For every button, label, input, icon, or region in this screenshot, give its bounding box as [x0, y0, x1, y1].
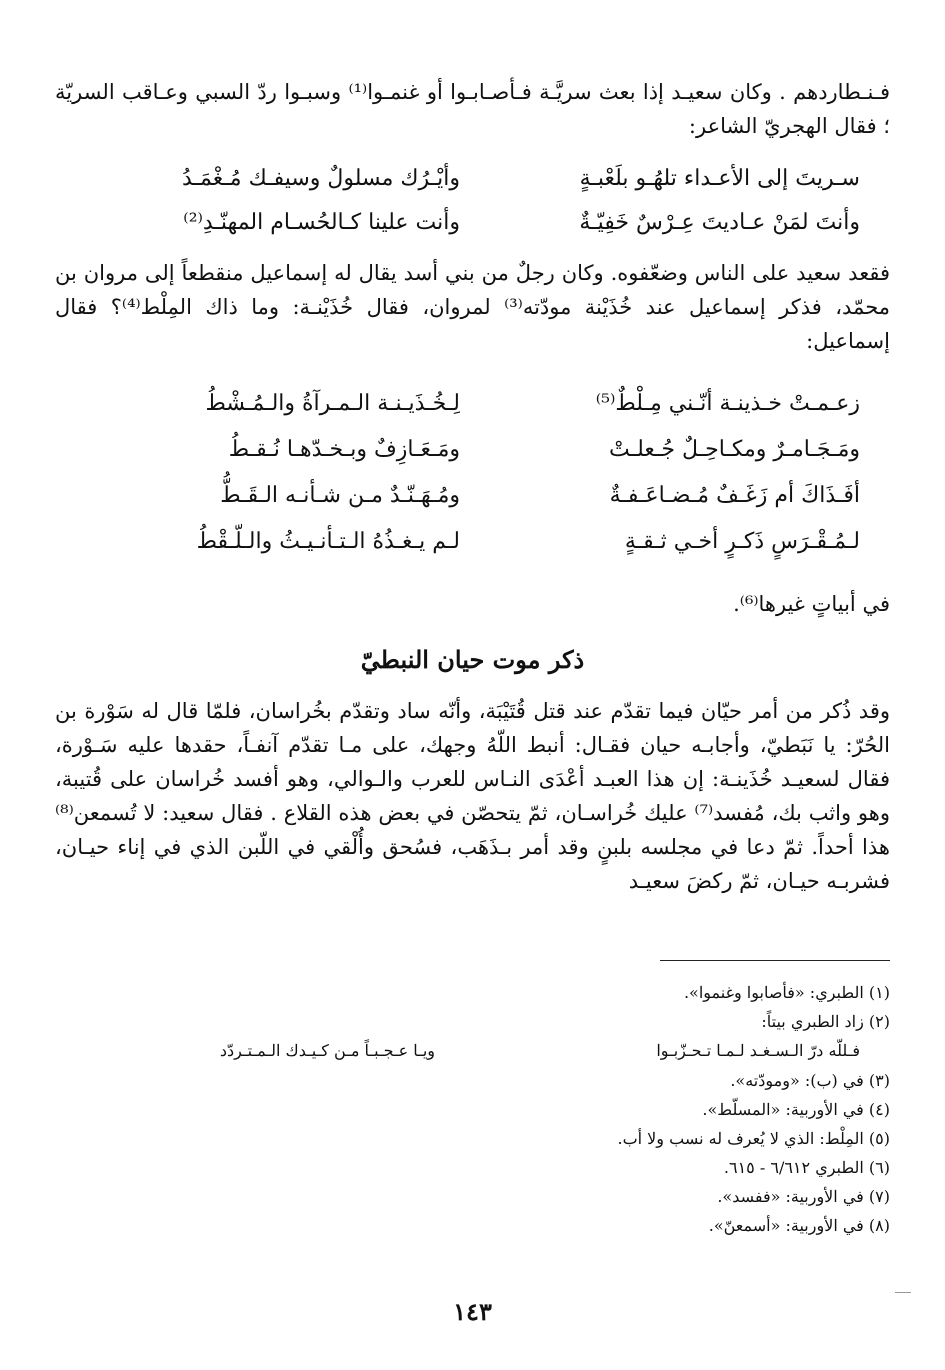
footnote-separator — [660, 960, 890, 961]
verse-first-hemistich: زعـمـتْ خـذينـة أنّـني مِـلْطٌ⁽⁵⁾ — [595, 391, 860, 416]
verse-first-hemistich: فـللّه درّ الـسـغـد لـمـا تـحـزّبـوا — [656, 1041, 860, 1060]
verse-second-hemistich: ويـا عـجـبـاً مـن كـيـدك الـمـتـردّد — [219, 1041, 435, 1060]
section-heading: ذكر موت حيان النبطيّ — [360, 645, 585, 674]
paragraph-text: فقعد سعيد على الناس وضعّفوه. وكان رجلٌ من بني أسد يقال له إسماعيل منقطعاً إلى مروان بن محمّد، فذكر إسماعيل عند خُذَيْنة مودّته⁽³⁾ لمروان، فقال خُذَيْنـة: وما ذاك المِلْط⁽⁴⁾؟ فقال إسماعيل: — [55, 261, 890, 353]
footnote-8: (٨) في الأوربية: «أسمعنّ». — [708, 1216, 890, 1235]
verse-line — [100, 474, 860, 520]
footnote-3: (٣) في (ب): «ومودّته». — [730, 1071, 890, 1090]
footnotes — [55, 978, 890, 1240]
verse-second-hemistich: وأنت علينا كـالحُسـام المهنّـدِ⁽²⁾ — [183, 210, 460, 235]
verse-second-hemistich: ومُـهَـنّـدٌ مـن شـأنـه الـقَـطُّ — [220, 483, 460, 508]
footnote-5: (٥) المِلْط: الذي لا يُعرف له نسب ولا أب. — [617, 1129, 890, 1148]
paragraph-verses-note — [55, 587, 890, 621]
verse-first-hemistich: ومَـجَـامـرٌ ومكـاحِـلٌ جُـعلـتْ — [609, 437, 860, 462]
paragraph-text: في أبياتٍ غيرها⁽⁶⁾. — [733, 592, 890, 616]
verse-line — [100, 157, 860, 201]
poem-ismail — [100, 382, 860, 566]
footnote-2-verse — [55, 1036, 890, 1066]
page-number: ١٤٣ — [453, 1297, 492, 1326]
footnote-1: (١) الطبري: «فأصابوا وغنموا». — [683, 983, 890, 1002]
verse-line — [100, 520, 860, 566]
verse-first-hemistich: أفَـذَاكَ أم زَغَـفٌ مُـضـاعَـفـةٌ — [609, 483, 860, 508]
verse-second-hemistich: وأيْـرُك مسلولٌ وسيفـك مُـغْمَـدُ — [182, 166, 460, 191]
verse-first-hemistich: وأنتَ لمَنْ عـاديتَ عِـرْسٌ خَفِيّـةٌ — [579, 210, 860, 235]
paragraph-ismail — [55, 256, 890, 358]
footnote-7: (٧) في الأوربية: «ففسد». — [717, 1187, 890, 1206]
paragraph-text: وقد ذُكر من أمر حيّان فيما تقدّم عند قتل قُتَيْبَة، وأنّه ساد وتقدّم بخُراسان، فلمّا قال له سَوْرة بن الحُرّ: يا نَبَطيّ، وأجابـه حيان فقـال: أنبط اللّهُ وجهك، على مـا تقدّم آنفـاً، حقدها عليه سَـوْرة، فقال لسعيـد خُذَينـة: إن هذا العبـد أعْدَى النـاس للعرب والـوالي، وهو أفسد خُراسان على قُتيبة، وهو واثب بك، مُفسد⁽⁷⁾ عليك خُراسـان، ثمّ يتحصّن في بعض هذه القلاع . فقال سعيد: لا تُسمعن⁽⁸⁾ هذا أحداً. ثمّ دعا في مجلسه بلبنٍ وقد أمر بـذَهَب، فسُحق وأُلْقي في اللّبن الذي في إناء حيـان، فشربـه حيـان، ثمّ ركضَ سعيـد — [55, 699, 890, 893]
poem-hujari — [100, 157, 860, 245]
margin-mark — [895, 1292, 911, 1293]
footnote-4: (٤) في الأوربية: «المسلّط». — [702, 1100, 890, 1119]
verse-line — [100, 201, 860, 245]
paragraph-hayyan — [55, 694, 890, 898]
verse-first-hemistich: لـمُـقْـرَسٍ ذَكـرٍ أخـي ثـقـةٍ — [624, 529, 860, 554]
footnote-2: (٢) زاد الطبري بيتاً: — [761, 1012, 890, 1031]
paragraph-intro — [55, 75, 890, 143]
verse-second-hemistich: لـم يـغـذُهُ الـتـأنـيـثُ والـلّـقْطُ — [196, 529, 460, 554]
verse-first-hemistich: سـريتَ إلى الأعـداء تلهُـو بلَعْبـةٍ — [579, 166, 860, 191]
paragraph-text: فـنـطاردهم . وكان سعيـد إذا بعث سريَّـة فـأصـابـوا أو غنمـوا⁽¹⁾ وسبـوا ردّ السبي وعـاقب السريّة ؛ فقال الهجريّ الشاعر: — [55, 80, 890, 138]
verse-line — [100, 382, 860, 428]
verse-second-hemistich: ومَـعَـازِفٌ وبـخـدّهـا نُـقـطُ — [228, 437, 460, 462]
verse-line — [100, 428, 860, 474]
footnote-6: (٦) الطبري ٦/٦١٢ - ٦١٥. — [723, 1158, 890, 1177]
verse-second-hemistich: لِـخُـذَيـنـة الـمـرآةُ والـمُـشْطُ — [205, 391, 460, 416]
